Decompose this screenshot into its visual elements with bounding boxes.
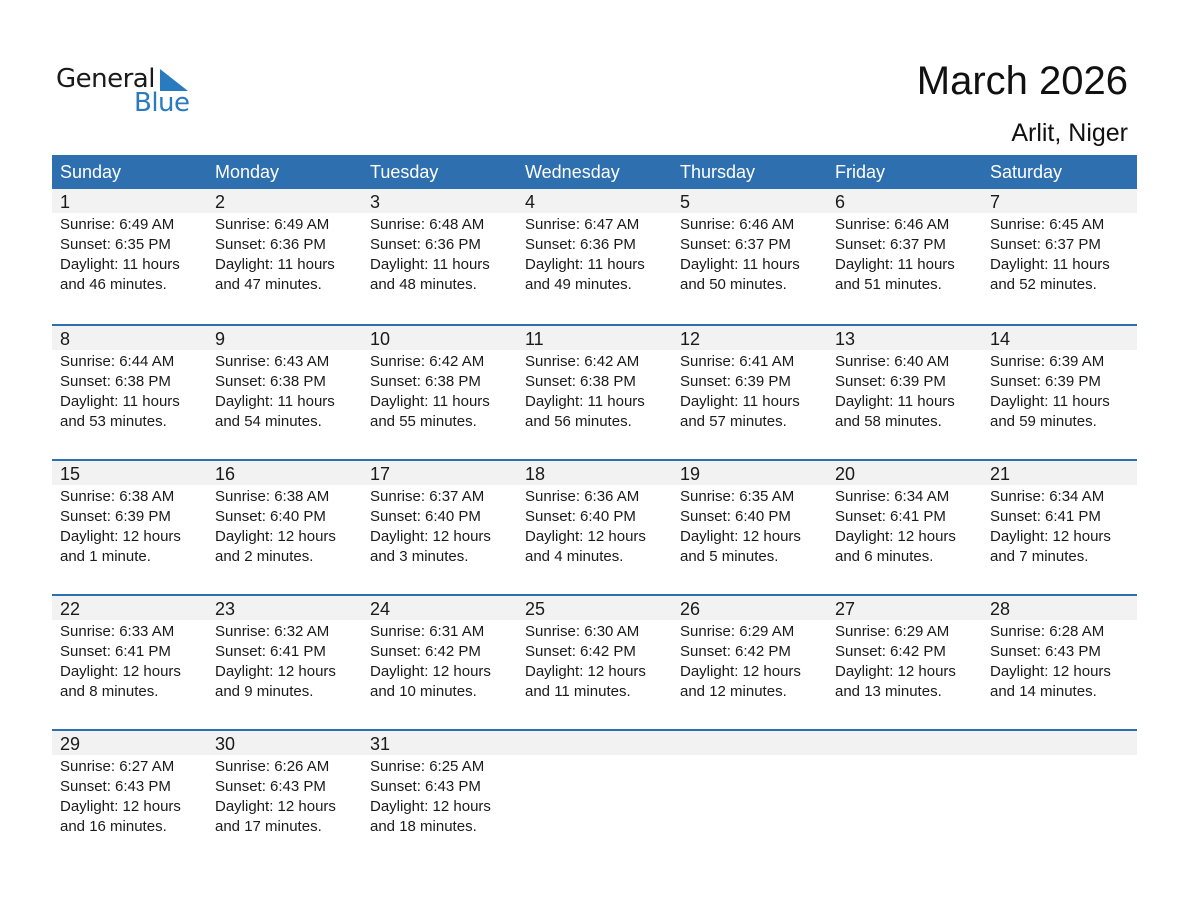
day-info bbox=[672, 213, 827, 295]
daylight-text: Daylight: 11 hours bbox=[680, 393, 800, 410]
sunset-text: Sunset: 6:40 PM bbox=[525, 508, 636, 525]
day-number: 5 bbox=[672, 189, 827, 213]
weekday-header: Monday bbox=[215, 162, 280, 182]
day-info bbox=[362, 755, 517, 837]
sunset-text: Sunset: 6:36 PM bbox=[215, 236, 326, 253]
day-number: 10 bbox=[362, 326, 517, 350]
daylight-text: Daylight: 11 hours bbox=[60, 393, 180, 410]
day-cell bbox=[827, 461, 982, 594]
day-info bbox=[672, 755, 827, 757]
daylight-text: and 47 minutes. bbox=[215, 276, 322, 293]
sunrise-text: Sunrise: 6:38 AM bbox=[60, 488, 175, 505]
week-row-inner bbox=[52, 596, 1137, 729]
day-info bbox=[517, 620, 672, 702]
day-info bbox=[52, 485, 207, 567]
day-info bbox=[52, 755, 207, 837]
daylight-text: Daylight: 12 hours bbox=[215, 528, 336, 545]
sunrise-text: Sunrise: 6:31 AM bbox=[370, 623, 485, 640]
sunset-text: Sunset: 6:36 PM bbox=[370, 236, 481, 253]
daylight-text: Daylight: 12 hours bbox=[525, 663, 646, 680]
sunset-text: Sunset: 6:40 PM bbox=[680, 508, 791, 525]
day-info bbox=[982, 485, 1137, 567]
logo bbox=[56, 64, 206, 124]
empty-day-cell bbox=[517, 731, 672, 864]
sunrise-text: Sunrise: 6:48 AM bbox=[370, 216, 485, 233]
day-info bbox=[517, 485, 672, 567]
week-row bbox=[52, 189, 1137, 324]
week-row bbox=[52, 594, 1137, 729]
logo-text-blue: Blue bbox=[134, 88, 190, 118]
daylight-text: Daylight: 12 hours bbox=[215, 663, 336, 680]
sunrise-text: Sunrise: 6:34 AM bbox=[835, 488, 950, 505]
daylight-text: and 8 minutes. bbox=[60, 683, 159, 700]
logo-text-general: General bbox=[56, 64, 155, 94]
sunrise-text: Sunrise: 6:30 AM bbox=[525, 623, 640, 640]
daylight-text: and 1 minute. bbox=[60, 548, 151, 565]
empty-day-cell bbox=[982, 731, 1137, 864]
sunrise-text: Sunrise: 6:38 AM bbox=[215, 488, 330, 505]
sunset-text: Sunset: 6:41 PM bbox=[835, 508, 946, 525]
sunset-text: Sunset: 6:39 PM bbox=[60, 508, 171, 525]
daylight-text: Daylight: 12 hours bbox=[990, 528, 1111, 545]
daylight-text: Daylight: 12 hours bbox=[370, 798, 491, 815]
day-info bbox=[362, 620, 517, 702]
sunset-text: Sunset: 6:37 PM bbox=[680, 236, 791, 253]
day-number: 29 bbox=[52, 731, 207, 755]
sunrise-text: Sunrise: 6:26 AM bbox=[215, 758, 330, 775]
daylight-text: Daylight: 11 hours bbox=[370, 256, 490, 273]
sunrise-text: Sunrise: 6:47 AM bbox=[525, 216, 640, 233]
day-cell bbox=[982, 326, 1137, 459]
day-info bbox=[827, 485, 982, 567]
daylight-text: Daylight: 12 hours bbox=[60, 798, 181, 815]
day-cell bbox=[362, 189, 517, 322]
sunrise-text: Sunrise: 6:27 AM bbox=[60, 758, 175, 775]
day-cell bbox=[362, 596, 517, 729]
day-info bbox=[362, 485, 517, 567]
day-info bbox=[52, 350, 207, 432]
week-row-inner bbox=[52, 731, 1137, 864]
day-number: 24 bbox=[362, 596, 517, 620]
week-row bbox=[52, 324, 1137, 459]
daylight-text: Daylight: 12 hours bbox=[525, 528, 646, 545]
sunrise-text: Sunrise: 6:46 AM bbox=[835, 216, 950, 233]
day-info bbox=[207, 620, 362, 702]
sunrise-text: Sunrise: 6:43 AM bbox=[215, 353, 330, 370]
day-number: 19 bbox=[672, 461, 827, 485]
sunset-text: Sunset: 6:38 PM bbox=[525, 373, 636, 390]
weeks-container bbox=[52, 189, 1137, 864]
daylight-text: Daylight: 12 hours bbox=[990, 663, 1111, 680]
sunset-text: Sunset: 6:38 PM bbox=[370, 373, 481, 390]
day-info bbox=[362, 350, 517, 432]
day-number: 16 bbox=[207, 461, 362, 485]
day-cell bbox=[207, 326, 362, 459]
day-info bbox=[672, 620, 827, 702]
daylight-text: and 46 minutes. bbox=[60, 276, 167, 293]
daylight-text: Daylight: 12 hours bbox=[835, 528, 956, 545]
sunrise-text: Sunrise: 6:49 AM bbox=[215, 216, 330, 233]
sunrise-text: Sunrise: 6:32 AM bbox=[215, 623, 330, 640]
empty-day-cell bbox=[672, 731, 827, 864]
daylight-text: and 7 minutes. bbox=[990, 548, 1089, 565]
day-number: 18 bbox=[517, 461, 672, 485]
sunrise-text: Sunrise: 6:29 AM bbox=[835, 623, 950, 640]
day-cell bbox=[517, 189, 672, 322]
daylight-text: and 4 minutes. bbox=[525, 548, 624, 565]
day-cell bbox=[827, 326, 982, 459]
sunrise-text: Sunrise: 6:28 AM bbox=[990, 623, 1105, 640]
sunset-text: Sunset: 6:39 PM bbox=[680, 373, 791, 390]
day-info bbox=[517, 213, 672, 295]
sunrise-text: Sunrise: 6:42 AM bbox=[370, 353, 485, 370]
day-info bbox=[517, 350, 672, 432]
daylight-text: Daylight: 11 hours bbox=[835, 256, 955, 273]
sunrise-text: Sunrise: 6:29 AM bbox=[680, 623, 795, 640]
day-cell bbox=[672, 189, 827, 322]
daylight-text: Daylight: 11 hours bbox=[370, 393, 490, 410]
sunset-text: Sunset: 6:39 PM bbox=[990, 373, 1101, 390]
weekday-header: Wednesday bbox=[525, 162, 620, 182]
daylight-text: and 18 minutes. bbox=[370, 818, 477, 835]
sunrise-text: Sunrise: 6:49 AM bbox=[60, 216, 175, 233]
daylight-text: Daylight: 12 hours bbox=[370, 528, 491, 545]
day-info bbox=[52, 620, 207, 702]
day-number: 30 bbox=[207, 731, 362, 755]
sunset-text: Sunset: 6:42 PM bbox=[370, 643, 481, 660]
day-cell bbox=[207, 596, 362, 729]
week-row bbox=[52, 459, 1137, 594]
day-cell bbox=[982, 461, 1137, 594]
sunset-text: Sunset: 6:40 PM bbox=[370, 508, 481, 525]
daylight-text: and 16 minutes. bbox=[60, 818, 167, 835]
daylight-text: Daylight: 11 hours bbox=[680, 256, 800, 273]
day-number bbox=[672, 731, 827, 755]
day-cell bbox=[672, 326, 827, 459]
sunset-text: Sunset: 6:41 PM bbox=[60, 643, 171, 660]
day-number: 7 bbox=[982, 189, 1137, 213]
daylight-text: Daylight: 11 hours bbox=[215, 393, 335, 410]
sunrise-text: Sunrise: 6:34 AM bbox=[990, 488, 1105, 505]
day-number: 15 bbox=[52, 461, 207, 485]
daylight-text: Daylight: 12 hours bbox=[680, 663, 801, 680]
sunset-text: Sunset: 6:43 PM bbox=[215, 778, 326, 795]
day-number bbox=[827, 731, 982, 755]
day-number: 20 bbox=[827, 461, 982, 485]
day-cell bbox=[362, 731, 517, 864]
day-info bbox=[827, 620, 982, 702]
day-info bbox=[982, 620, 1137, 702]
day-number: 13 bbox=[827, 326, 982, 350]
day-number bbox=[982, 731, 1137, 755]
day-cell bbox=[672, 596, 827, 729]
daylight-text: and 5 minutes. bbox=[680, 548, 779, 565]
daylight-text: Daylight: 11 hours bbox=[835, 393, 955, 410]
daylight-text: Daylight: 11 hours bbox=[990, 393, 1110, 410]
daylight-text: and 9 minutes. bbox=[215, 683, 314, 700]
day-number: 26 bbox=[672, 596, 827, 620]
day-number: 14 bbox=[982, 326, 1137, 350]
daylight-text: Daylight: 12 hours bbox=[60, 663, 181, 680]
daylight-text: and 14 minutes. bbox=[990, 683, 1097, 700]
day-cell bbox=[362, 461, 517, 594]
daylight-text: and 59 minutes. bbox=[990, 413, 1097, 430]
daylight-text: and 54 minutes. bbox=[215, 413, 322, 430]
day-number: 9 bbox=[207, 326, 362, 350]
day-number: 12 bbox=[672, 326, 827, 350]
day-number: 27 bbox=[827, 596, 982, 620]
daylight-text: and 6 minutes. bbox=[835, 548, 934, 565]
daylight-text: and 56 minutes. bbox=[525, 413, 632, 430]
daylight-text: and 55 minutes. bbox=[370, 413, 477, 430]
week-row bbox=[52, 729, 1137, 864]
day-number: 25 bbox=[517, 596, 672, 620]
day-info bbox=[982, 755, 1137, 757]
day-info bbox=[207, 350, 362, 432]
daylight-text: Daylight: 12 hours bbox=[60, 528, 181, 545]
sunset-text: Sunset: 6:42 PM bbox=[680, 643, 791, 660]
daylight-text: and 13 minutes. bbox=[835, 683, 942, 700]
day-cell bbox=[672, 461, 827, 594]
day-info bbox=[52, 213, 207, 295]
sunset-text: Sunset: 6:36 PM bbox=[525, 236, 636, 253]
day-number: 21 bbox=[982, 461, 1137, 485]
sunset-text: Sunset: 6:37 PM bbox=[835, 236, 946, 253]
day-info bbox=[362, 213, 517, 295]
daylight-text: and 11 minutes. bbox=[525, 683, 631, 700]
daylight-text: Daylight: 12 hours bbox=[370, 663, 491, 680]
day-number: 22 bbox=[52, 596, 207, 620]
day-cell bbox=[362, 326, 517, 459]
day-number: 23 bbox=[207, 596, 362, 620]
empty-day-cell bbox=[827, 731, 982, 864]
page-title: March 2026 bbox=[916, 59, 1128, 103]
day-cell bbox=[207, 189, 362, 322]
sunrise-text: Sunrise: 6:33 AM bbox=[60, 623, 175, 640]
sunset-text: Sunset: 6:35 PM bbox=[60, 236, 171, 253]
day-info bbox=[827, 213, 982, 295]
week-row-inner bbox=[52, 189, 1137, 322]
daylight-text: Daylight: 12 hours bbox=[835, 663, 956, 680]
daylight-text: Daylight: 11 hours bbox=[525, 393, 645, 410]
weekday-header: Thursday bbox=[680, 162, 756, 182]
daylight-text: Daylight: 12 hours bbox=[680, 528, 801, 545]
sunset-text: Sunset: 6:38 PM bbox=[60, 373, 171, 390]
daylight-text: and 51 minutes. bbox=[835, 276, 942, 293]
sunset-text: Sunset: 6:39 PM bbox=[835, 373, 946, 390]
day-number: 2 bbox=[207, 189, 362, 213]
day-number: 6 bbox=[827, 189, 982, 213]
weekday-header: Saturday bbox=[990, 162, 1063, 182]
sunset-text: Sunset: 6:42 PM bbox=[835, 643, 946, 660]
daylight-text: Daylight: 12 hours bbox=[215, 798, 336, 815]
sunrise-text: Sunrise: 6:37 AM bbox=[370, 488, 485, 505]
sunrise-text: Sunrise: 6:25 AM bbox=[370, 758, 485, 775]
daylight-text: and 57 minutes. bbox=[680, 413, 787, 430]
day-number: 11 bbox=[517, 326, 672, 350]
day-cell bbox=[982, 189, 1137, 322]
day-cell bbox=[517, 596, 672, 729]
day-cell bbox=[207, 731, 362, 864]
sunset-text: Sunset: 6:41 PM bbox=[215, 643, 326, 660]
weekday-header: Friday bbox=[835, 162, 886, 182]
daylight-text: and 48 minutes. bbox=[370, 276, 477, 293]
sunrise-text: Sunrise: 6:35 AM bbox=[680, 488, 795, 505]
daylight-text: Daylight: 11 hours bbox=[525, 256, 645, 273]
daylight-text: and 50 minutes. bbox=[680, 276, 787, 293]
weekday-header: Tuesday bbox=[370, 162, 439, 182]
day-info bbox=[517, 755, 672, 757]
day-info bbox=[207, 755, 362, 837]
daylight-text: and 17 minutes. bbox=[215, 818, 322, 835]
sunset-text: Sunset: 6:40 PM bbox=[215, 508, 326, 525]
calendar-grid bbox=[52, 155, 1137, 864]
day-info bbox=[982, 350, 1137, 432]
sunset-text: Sunset: 6:43 PM bbox=[990, 643, 1101, 660]
sunrise-text: Sunrise: 6:42 AM bbox=[525, 353, 640, 370]
sunset-text: Sunset: 6:43 PM bbox=[370, 778, 481, 795]
day-info bbox=[207, 485, 362, 567]
weekday-header: Sunday bbox=[60, 162, 122, 182]
sunset-text: Sunset: 6:41 PM bbox=[990, 508, 1101, 525]
daylight-text: Daylight: 11 hours bbox=[990, 256, 1110, 273]
sunrise-text: Sunrise: 6:44 AM bbox=[60, 353, 175, 370]
day-cell bbox=[827, 596, 982, 729]
day-cell bbox=[207, 461, 362, 594]
daylight-text: and 52 minutes. bbox=[990, 276, 1097, 293]
day-cell bbox=[52, 326, 207, 459]
location-subtitle: Arlit, Niger bbox=[1011, 119, 1128, 147]
week-row-inner bbox=[52, 326, 1137, 459]
daylight-text: and 58 minutes. bbox=[835, 413, 942, 430]
sunset-text: Sunset: 6:43 PM bbox=[60, 778, 171, 795]
daylight-text: Daylight: 11 hours bbox=[215, 256, 335, 273]
day-number: 8 bbox=[52, 326, 207, 350]
day-number: 4 bbox=[517, 189, 672, 213]
day-info bbox=[207, 213, 362, 295]
sunset-text: Sunset: 6:38 PM bbox=[215, 373, 326, 390]
weekday-header-row bbox=[52, 155, 1137, 189]
daylight-text: and 53 minutes. bbox=[60, 413, 167, 430]
sunrise-text: Sunrise: 6:40 AM bbox=[835, 353, 950, 370]
day-number bbox=[517, 731, 672, 755]
daylight-text: and 2 minutes. bbox=[215, 548, 314, 565]
week-row-inner bbox=[52, 461, 1137, 594]
sunset-text: Sunset: 6:42 PM bbox=[525, 643, 636, 660]
sunset-text: Sunset: 6:37 PM bbox=[990, 236, 1101, 253]
day-info bbox=[827, 350, 982, 432]
day-number: 28 bbox=[982, 596, 1137, 620]
day-number: 31 bbox=[362, 731, 517, 755]
daylight-text: and 49 minutes. bbox=[525, 276, 632, 293]
sunrise-text: Sunrise: 6:39 AM bbox=[990, 353, 1105, 370]
sunrise-text: Sunrise: 6:46 AM bbox=[680, 216, 795, 233]
day-info bbox=[827, 755, 982, 757]
day-cell bbox=[52, 189, 207, 322]
day-cell bbox=[52, 731, 207, 864]
day-cell bbox=[52, 461, 207, 594]
daylight-text: and 10 minutes. bbox=[370, 683, 477, 700]
day-info bbox=[672, 350, 827, 432]
day-cell bbox=[982, 596, 1137, 729]
sunrise-text: Sunrise: 6:36 AM bbox=[525, 488, 640, 505]
day-cell bbox=[52, 596, 207, 729]
day-number: 1 bbox=[52, 189, 207, 213]
daylight-text: Daylight: 11 hours bbox=[60, 256, 180, 273]
day-cell bbox=[517, 326, 672, 459]
day-cell bbox=[827, 189, 982, 322]
day-number: 3 bbox=[362, 189, 517, 213]
daylight-text: and 3 minutes. bbox=[370, 548, 469, 565]
sunrise-text: Sunrise: 6:41 AM bbox=[680, 353, 795, 370]
day-info bbox=[982, 213, 1137, 295]
sunrise-text: Sunrise: 6:45 AM bbox=[990, 216, 1105, 233]
daylight-text: and 12 minutes. bbox=[680, 683, 787, 700]
day-info bbox=[672, 485, 827, 567]
day-cell bbox=[517, 461, 672, 594]
day-number: 17 bbox=[362, 461, 517, 485]
